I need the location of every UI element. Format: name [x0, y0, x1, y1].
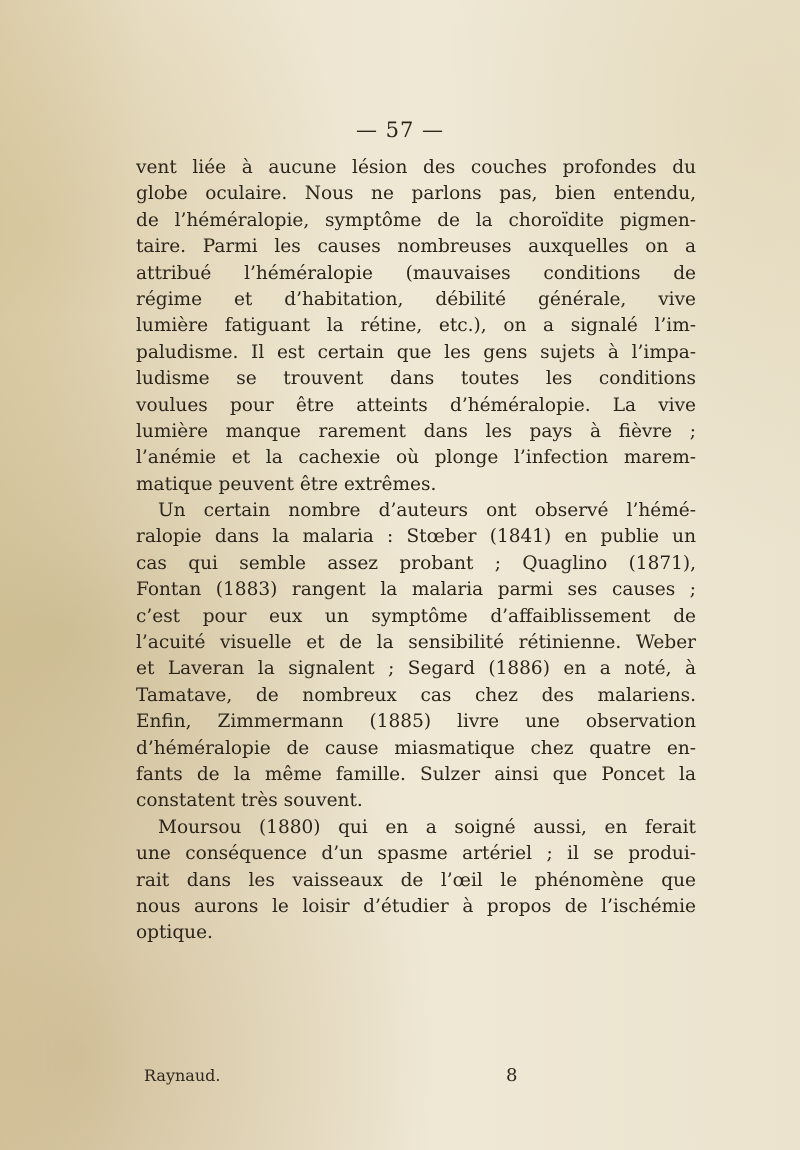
text-line: ludisme se trouvent dans toutes les conditions — [136, 368, 696, 390]
text-line: vent liée à aucune lésion des couches profondes du — [136, 157, 696, 178]
text-line: Fontan (1883) rangent la malaria parmi ses causes ; — [136, 579, 696, 601]
text-line: optique. — [136, 922, 213, 944]
text-line: d’héméralopie de cause miasmatique chez quatre en- — [136, 737, 696, 759]
text-line: paludisme. Il est certain que les gens sujets à l’impa- — [136, 341, 696, 363]
text-line: de l’héméralopie, symptôme de la choroïdite pigmen- — [136, 209, 696, 231]
text-line: rait dans les vaisseaux de l’œil le phénomène que — [136, 869, 696, 891]
text-line: l’anémie et la cachexie où plonge l’infection marem- — [136, 447, 696, 469]
text-line: constatent très souvent. — [136, 790, 363, 812]
text-line: lumière fatiguant la rétine, etc.), on a signalé l’im- — [136, 315, 696, 337]
text-line: Enfin, Zimmermann (1885) livre une observation — [136, 711, 696, 733]
text-line: et Laveran la signalent ; Segard (1886) en a noté, à — [136, 658, 696, 680]
text-line: voulues pour être atteints d’héméralopie. La vive — [136, 394, 696, 416]
page-number: — 57 — — [355, 118, 445, 142]
text-line: nous aurons le loisir d’étudier à propos de l’ischémie — [136, 895, 696, 917]
text-line: fants de la même famille. Sulzer ainsi que Poncet la — [136, 763, 696, 785]
text-line: lumière manque rarement dans les pays à fièvre ; — [136, 420, 696, 442]
signature-sheet-number: 8 — [506, 1065, 518, 1086]
text-line: ralopie dans la malaria : Stœber (1841) en publie un — [136, 526, 696, 548]
text-line: cas qui semble assez probant ; Quaglino (1871), — [136, 552, 696, 574]
text-line: Moursou (1880) qui en a soigné aussi, en ferait — [158, 816, 696, 838]
body-text — [136, 155, 696, 947]
text-line: c’est pour eux un symptôme d’affaiblissement de — [136, 605, 696, 627]
text-line: taire. Parmi les causes nombreuses auxquelles on a — [136, 236, 696, 258]
text-line: régime et d’habitation, débilité générale, vive — [136, 288, 696, 310]
text-line: l’acuité visuelle et de la sensibilité rétinienne. Weber — [136, 632, 696, 654]
text-line: globe oculaire. Nous ne parlons pas, bien entendu, — [136, 183, 696, 205]
text-line: une conséquence d’un spasme artériel ; il se produi- — [136, 843, 696, 865]
text-line: Un certain nombre d’auteurs ont observé l’hémé- — [158, 500, 696, 522]
signature-author: Raynaud. — [144, 1066, 221, 1085]
text-line: attribué l’héméralopie (mauvaises conditions de — [136, 262, 696, 284]
text-line: matique peuvent être extrêmes. — [136, 473, 437, 495]
text-line: Tamatave, de nombreux cas chez des malariens. — [136, 684, 696, 706]
